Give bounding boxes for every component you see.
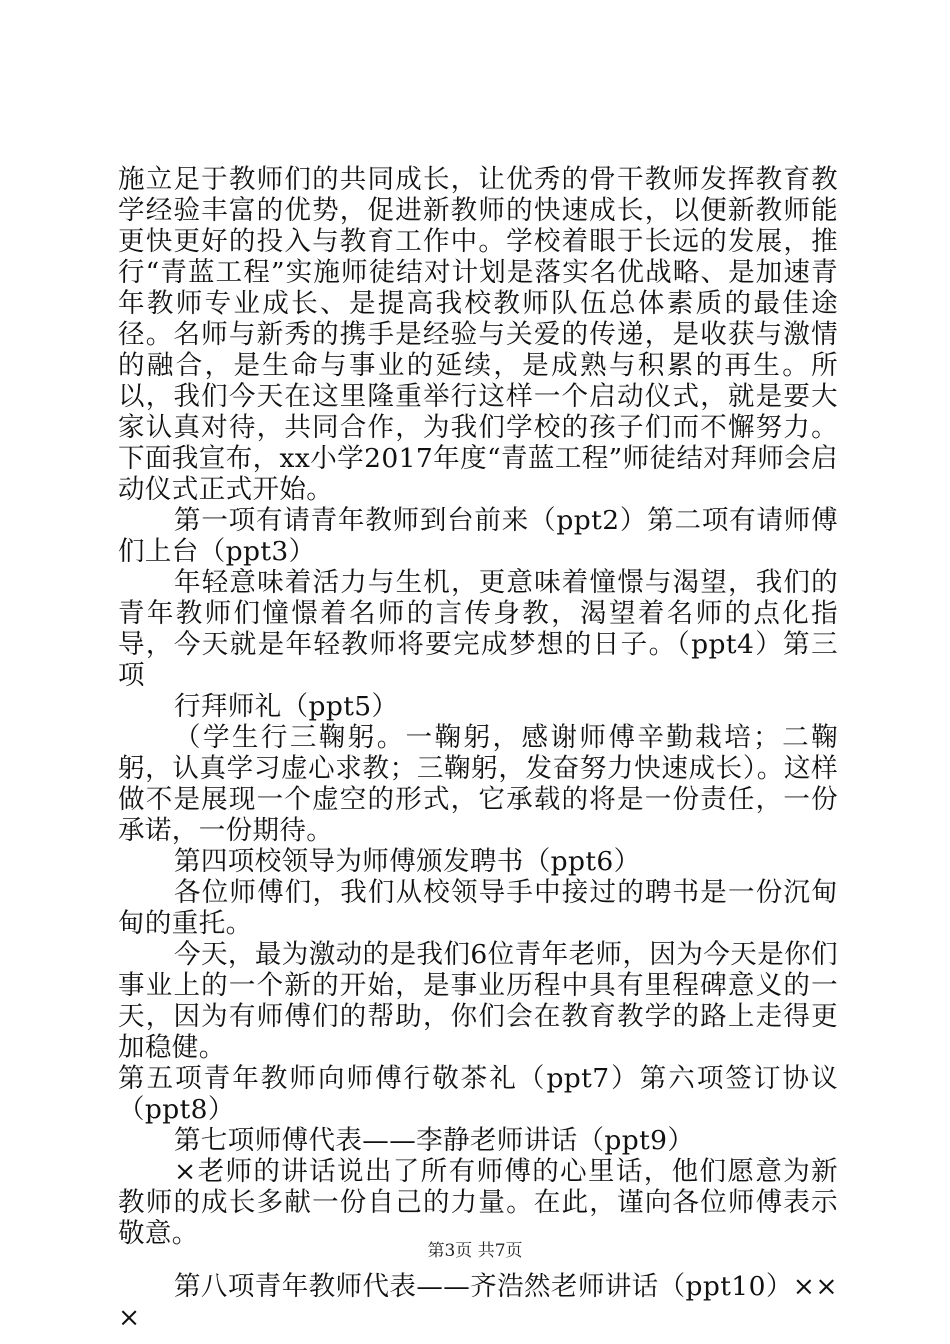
- paragraph-6: 第四项校领导为师傅颁发聘书（ppt6）: [174, 846, 641, 877]
- paragraph-10: 第七项师傅代表——李静老师讲话（ppt9）: [174, 1125, 695, 1156]
- paragraph-1: 施立足于教师们的共同成长，让优秀的骨干教师发挥教育教学经验丰富的优势，促进新教师的快速成长，以便新教师能更快更好的投入与教育工作中。学校着眼于长远的发展，推行“青蓝工程”实施师徒结对计划是落实名优战略、是加速青年教师专业成长、是提高我校教师队伍总体素质的最佳途径。名师与新秀的携手是经验与关爱的传递，是收获与激情的融合，是生命与事业的延续，是成熟与积累的再生。所以，我们今天在这里隆重举行这样一个启动仪式，就是要大家认真对待，共同合作，为我们学校的孩子们而不懈努力。下面我宣布，xx小学2017年度“青蓝工程”师徒结对拜师会启动仪式正式开始。: [118, 164, 838, 505]
- paragraph-12: 第八项青年教师代表——齐浩然老师讲话（ppt10）×××: [118, 1271, 838, 1333]
- paragraph-4: 行拜师礼（ppt5）: [174, 691, 399, 722]
- paragraph-9: 第五项青年教师向师傅行敬茶礼（ppt7）第六项签订协议（ppt8）: [118, 1063, 838, 1125]
- document-body: [118, 164, 838, 1333]
- paragraph-8: 今天，最为激动的是我们6位青年老师，因为今天是你们事业上的一个新的开始，是事业历程中具有里程碑意义的一天，因为有师傅们的帮助，你们会在教育教学的路上走得更加稳健。: [118, 939, 838, 1063]
- paragraph-11: ×老师的讲话说出了所有师傅的心里话，他们愿意为新教师的成长多献一份自己的力量。在此，谨向各位师傅表示敬意。: [118, 1156, 838, 1249]
- paragraph-7: 各位师傅们，我们从校领导手中接过的聘书是一份沉甸甸的重托。: [118, 877, 838, 939]
- paragraph-5: （学生行三鞠躬。一鞠躬，感谢师傅辛勤栽培；二鞠躬，认真学习虚心求教；三鞠躬，发奋努力快速成长）。这样做不是展现一个虚空的形式，它承载的将是一份责任，一份承诺，一份期待。: [118, 722, 838, 846]
- page-footer: 第3页 共7页: [427, 1241, 523, 1261]
- paragraph-3: 年轻意味着活力与生机，更意味着憧憬与渴望，我们的青年教师们憧憬着名师的言传身教，渴望着名师的点化指导，今天就是年轻教师将要完成梦想的日子。（ppt4）第三项: [118, 567, 838, 691]
- paragraph-2: 第一项有请青年教师到台前来（ppt2）第二项有请师傅们上台（ppt3）: [118, 505, 838, 567]
